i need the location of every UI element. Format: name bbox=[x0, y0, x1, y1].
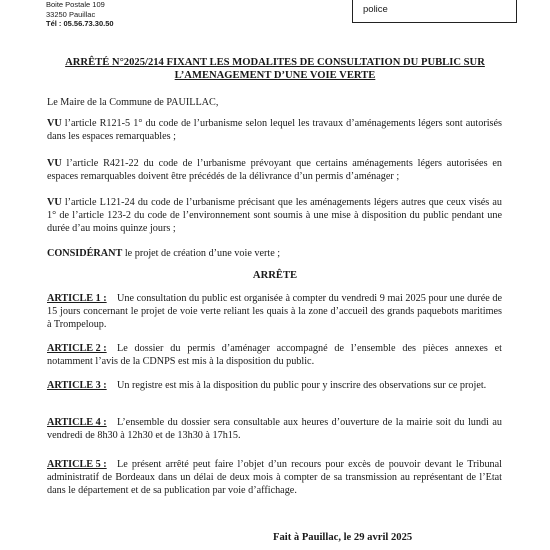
vu-lead: VU bbox=[47, 197, 62, 208]
article-text: Une consultation du public est organisée à compter du vendredi 9 mai 2025 pour une durée de 15 jours concernant le projet de voie verte reliant les quais à la zone d’accueil des grands paquebots maritimes à Trompeloup. bbox=[47, 293, 502, 331]
vu-text: l’article R421-22 du code de l’urbanisme prévoyant que certains aménagements légers autorisées en espaces remarquables doivent être précédés de la délivrance d’un permis d’aménager ; bbox=[47, 158, 502, 183]
article-text: L’ensemble du dossier sera consultable aux heures d’ouverture de la mairie soit du lundi au vendredi de 8h30 à 12h30 et de 13h30 à 17h15. bbox=[47, 417, 502, 442]
address-block bbox=[46, 0, 114, 29]
article-text: Le présent arrêté peut faire l’objet d’un recours pour excès de pouvoir devant le Tribunal administratif de Bordeaux dans un délai de deux mois à compter de sa transmission au représentant de l’Etat dans le département et de sa publication par voie d’affichage. bbox=[47, 459, 502, 497]
considerant-paragraph bbox=[47, 247, 502, 260]
vu-paragraph bbox=[47, 157, 502, 183]
vu-paragraph bbox=[47, 196, 502, 236]
article-label: ARTICLE 2 : bbox=[47, 343, 107, 354]
article-label: ARTICLE 4 : bbox=[47, 417, 107, 428]
considerant-lead: CONSIDÉRANT bbox=[47, 248, 123, 259]
article-text: Le dossier du permis d’aménager accompagné de l’ensemble des pièces annexes et notamment l’avis de la CDNPS est mis à la disposition du public. bbox=[47, 343, 502, 368]
address-line: Boite Postale 109 bbox=[46, 0, 105, 9]
article-3 bbox=[47, 379, 502, 392]
vu-lead: VU bbox=[47, 118, 62, 129]
address-line: 33250 Pauillac bbox=[46, 9, 96, 19]
article-label: ARTICLE 1 : bbox=[47, 293, 107, 304]
considerant-text: le projet de création d’une voie verte ; bbox=[122, 248, 281, 259]
article-label: ARTICLE 3 : bbox=[47, 380, 107, 391]
article-2 bbox=[47, 342, 502, 368]
article-4 bbox=[47, 416, 502, 442]
article-5 bbox=[47, 458, 502, 498]
title-line: L’AMENAGEMENT D’UNE VOIE VERTE bbox=[174, 70, 376, 81]
signature-line: Fait à Pauillac, le 29 avril 2025 bbox=[273, 532, 413, 543]
document-title bbox=[0, 56, 550, 82]
vu-text: l’article R121-5 1° du code de l’urbanisme selon lequel les travaux d’aménagements légers sont autorisés dans les espaces remarquables ; bbox=[47, 118, 502, 143]
vu-text: l’article L121-24 du code de l’urbanisme précisant que les aménagements légers autres que ceux visés au 1° de l’article 123-2 du code de l’environnement sont soumis à une mise à disposition du public pendant une durée d’au moins quinze jours ; bbox=[47, 197, 502, 235]
arrete-heading: ARRÊTE bbox=[252, 270, 298, 281]
vu-lead: VU bbox=[47, 158, 62, 169]
salutation: Le Maire de la Commune de PAUILLAC, bbox=[47, 97, 219, 108]
stamp-box bbox=[352, 0, 517, 23]
title-line: ARRÊTÉ N°2025/214 FIXANT LES MODALITES DE CONSULTATION DU PUBLIC SUR bbox=[65, 57, 485, 68]
address-line: Tél : 05.56.73.30.50 bbox=[46, 19, 114, 28]
article-1 bbox=[47, 292, 502, 332]
vu-paragraph bbox=[47, 117, 502, 143]
stamp-text: police bbox=[363, 4, 388, 15]
article-label: ARTICLE 5 : bbox=[47, 459, 107, 470]
article-text: Un registre est mis à la disposition du public pour y inscrire des observations sur ce projet. bbox=[117, 380, 487, 391]
